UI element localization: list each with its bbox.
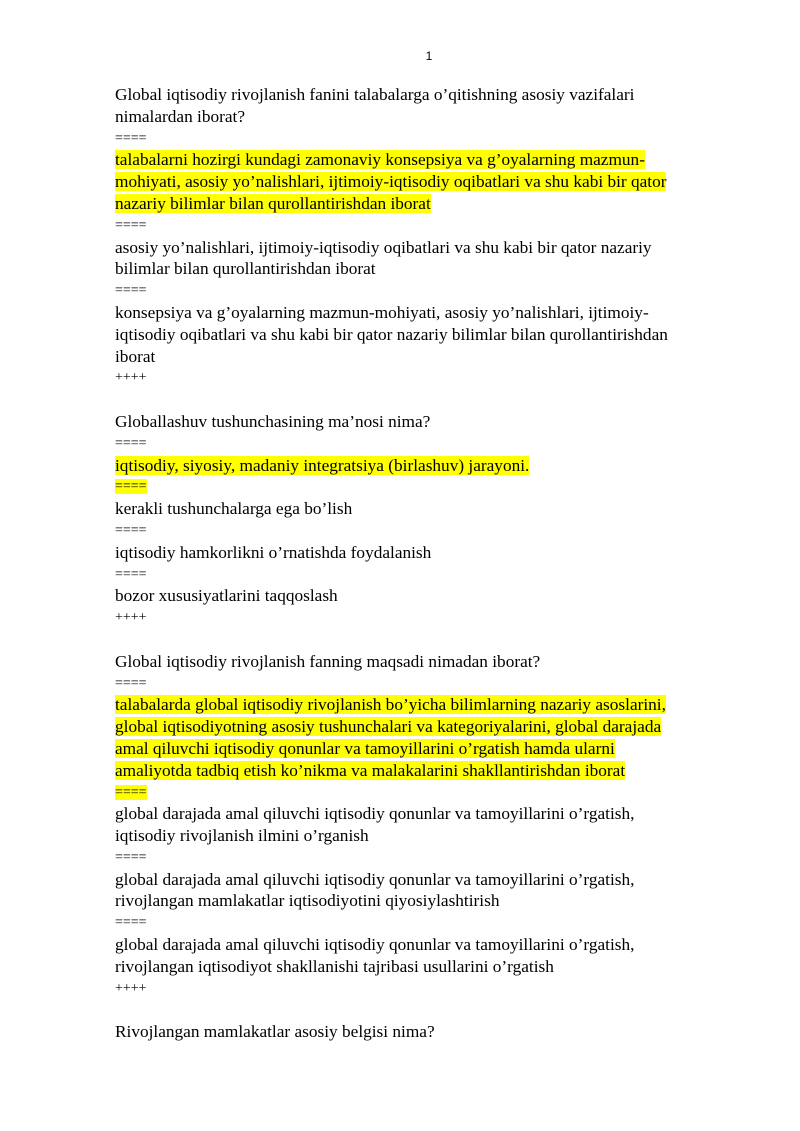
- question-text: [115, 1021, 730, 1043]
- separator-mark: ====: [115, 217, 147, 233]
- question-end-marker: [115, 367, 730, 389]
- answer-text: amaliyotda tadbiq etish ko’nikma va malakalarini shakllantirishdan iborat: [115, 760, 626, 780]
- answer-text: global darajada amal qiluvchi iqtisodiy qonunlar va tamoyillarini o’rgatish,: [115, 935, 635, 955]
- answer-text: iborat: [115, 346, 156, 366]
- correct-answer-line: [115, 149, 730, 171]
- separator-mark: ====: [115, 915, 147, 931]
- answer-text: nazariy bilimlar bilan qurollantirishdan iborat: [115, 193, 431, 213]
- answer-text: amal qiluvchi iqtisodiy qonunlar va tamoyillarini o’rgatish hamda ularni: [115, 738, 615, 758]
- correct-answer-line: [115, 694, 730, 716]
- correct-answer-line: [115, 738, 730, 760]
- option-separator: [115, 476, 730, 498]
- answer-text: talabalarda global iqtisodiy rivojlanish bo’yicha bilimlarning nazariy asoslarini,: [115, 695, 666, 715]
- correct-answer-line: [115, 716, 730, 738]
- separator-mark: ====: [115, 849, 147, 865]
- end-mark: ++++: [115, 370, 147, 386]
- question-text: [115, 411, 730, 433]
- answer-line: [115, 346, 730, 368]
- question-text: [115, 106, 730, 128]
- question-line: Globallashuv tushunchasining ma’nosi nima?: [115, 411, 431, 431]
- option-separator: [115, 215, 730, 237]
- answer-text: iqtisodiy rivojlanish ilmini o’rganish: [115, 826, 369, 846]
- answer-text: global iqtisodiyotning asosiy tushunchalari va kategoriyalarini, global darajada: [115, 717, 662, 737]
- blank-line: [115, 389, 730, 411]
- question-block: [115, 651, 730, 1022]
- answer-text: global darajada amal qiluvchi iqtisodiy qonunlar va tamoyillarini o’rgatish,: [115, 869, 635, 889]
- answer-text: iqtisodiy, siyosiy, madaniy integratsiya (birlashuv) jarayoni.: [115, 455, 530, 475]
- correct-answer-line: [115, 171, 730, 193]
- page-number: 1: [425, 49, 433, 63]
- option-separator: [115, 912, 730, 934]
- option-separator: [115, 520, 730, 542]
- answer-line: [115, 258, 730, 280]
- answer-text: bozor xususiyatlarini taqqoslash: [115, 586, 338, 606]
- question-line: Global iqtisodiy rivojlanish fanini talabalarga o’qitishning asosiy vazifalari: [115, 85, 635, 104]
- answer-line: [115, 934, 730, 956]
- separator-mark: ====: [115, 784, 147, 800]
- separator-mark: ====: [115, 479, 147, 495]
- question-block: [115, 411, 730, 651]
- end-mark: ++++: [115, 610, 147, 626]
- option-separator: [115, 280, 730, 302]
- question-end-marker: [115, 978, 730, 1000]
- option-separator: [115, 847, 730, 869]
- answer-text: konsepsiya va g’oyalarning mazmun-mohiyati, asosiy yo’nalishlari, ijtimoiy-: [115, 302, 649, 322]
- answer-text: kerakli tushunchalarga ega bo’lish: [115, 499, 353, 519]
- answer-text: rivojlangan mamlakatlar iqtisodiyotini qiyosiylashtirish: [115, 891, 500, 911]
- correct-answer-line: [115, 193, 730, 215]
- separator-mark: ====: [115, 130, 147, 146]
- separator-mark: ====: [115, 522, 147, 538]
- separator-mark: ====: [115, 675, 147, 691]
- option-separator: [115, 564, 730, 586]
- answer-line: [115, 956, 730, 978]
- option-separator: [115, 782, 730, 804]
- separator-mark: ====: [115, 283, 147, 299]
- answer-text: bilimlar bilan qurollantirishdan iborat: [115, 259, 376, 279]
- correct-answer-line: [115, 455, 730, 477]
- answer-text: talabalarni hozirgi kundagi zamonaviy konsepsiya va g’oyalarning mazmun-: [115, 150, 645, 170]
- question-block: [115, 84, 730, 411]
- answer-line: [115, 324, 730, 346]
- blank-line: [115, 629, 730, 651]
- question-line: Global iqtisodiy rivojlanish fanning maqsadi nimadan iborat?: [115, 651, 541, 671]
- blank-line: [115, 999, 730, 1021]
- answer-line: [115, 237, 730, 259]
- end-mark: ++++: [115, 980, 147, 996]
- answer-text: asosiy yo’nalishlari, ijtimoiy-iqtisodiy oqibatlari va shu kabi bir qator nazariy: [115, 237, 652, 257]
- option-separator: [115, 673, 730, 695]
- document-body: [115, 84, 730, 1043]
- answer-line: [115, 585, 730, 607]
- answer-text: iqtisodiy hamkorlikni o’rnatishda foydalanish: [115, 542, 432, 562]
- question-end-marker: [115, 607, 730, 629]
- question-text: [115, 651, 730, 673]
- answer-line: [115, 498, 730, 520]
- answer-line: [115, 302, 730, 324]
- answer-line: [115, 803, 730, 825]
- answer-text: rivojlangan iqtisodiyot shakllanishi tajribasi usullarini o’rgatish: [115, 956, 554, 976]
- separator-mark: ====: [115, 566, 147, 582]
- question-text: [115, 84, 730, 106]
- option-separator: [115, 433, 730, 455]
- answer-text: mohiyati, asosiy yo’nalishlari, ijtimoiy-iqtisodiy oqibatlari va shu kabi bir qator: [115, 172, 667, 192]
- question-line: nimalardan iborat?: [115, 106, 246, 126]
- answer-line: [115, 890, 730, 912]
- answer-line: [115, 542, 730, 564]
- answer-text: iqtisodiy oqibatlari va shu kabi bir qator nazariy bilimlar bilan qurollantirishdan: [115, 324, 668, 344]
- answer-text: global darajada amal qiluvchi iqtisodiy qonunlar va tamoyillarini o’rgatish,: [115, 804, 635, 824]
- answer-line: [115, 869, 730, 891]
- option-separator: [115, 128, 730, 150]
- correct-answer-line: [115, 760, 730, 782]
- question-line: Rivojlangan mamlakatlar asosiy belgisi nima?: [115, 1022, 435, 1042]
- answer-line: [115, 825, 730, 847]
- separator-mark: ====: [115, 435, 147, 451]
- question-block: [115, 1021, 730, 1043]
